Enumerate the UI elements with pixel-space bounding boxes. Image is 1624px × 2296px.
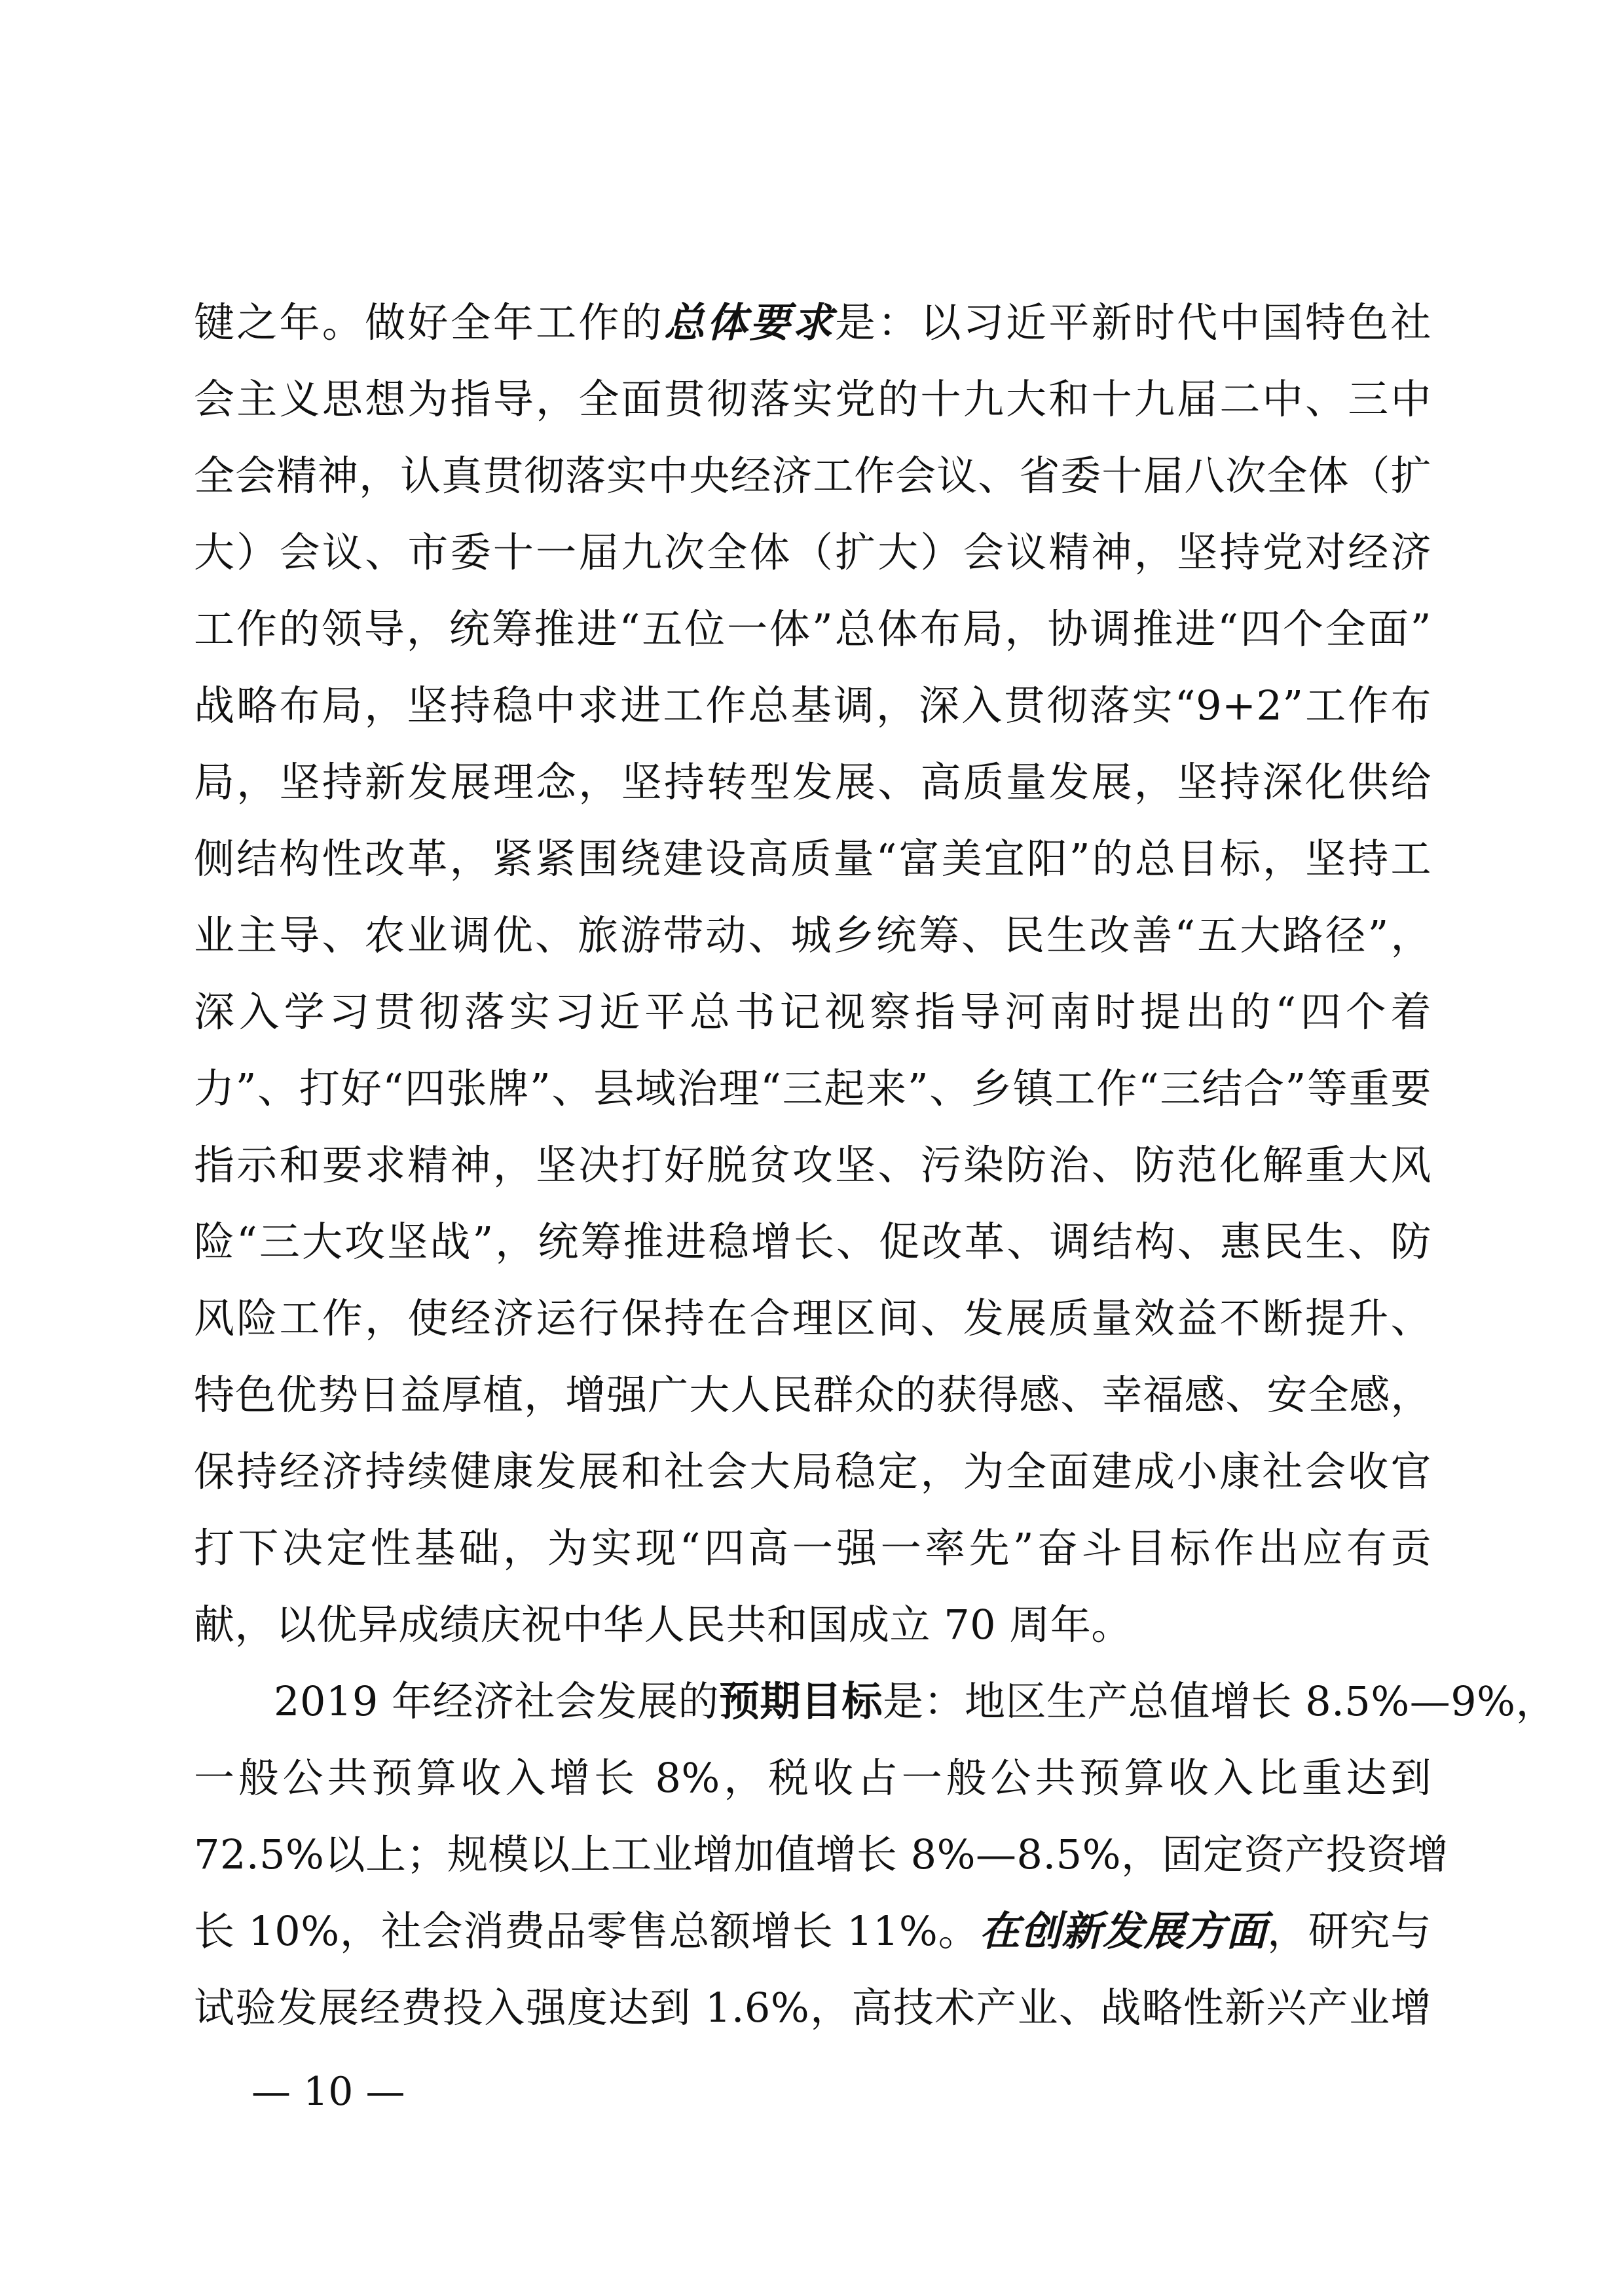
line-text: 指示和要求精神，坚决打好脱贫攻坚、污染防治、防范化解重大风 [194, 1141, 1431, 1189]
line-text: 战略布局，坚持稳中求进工作总基调，深入贯彻落实“9+2”工作布 [194, 682, 1431, 729]
keyword-expected-targets: 预期目标 [719, 1677, 883, 1725]
line-text: 保持经济持续健康发展和社会大局稳定，为全面建成小康社会收官 [194, 1448, 1431, 1495]
paragraph-line [194, 976, 1431, 1048]
line-text: 局，坚持新发展理念，坚持转型发展、高质量发展，坚持深化供给 [194, 758, 1431, 806]
paragraph-line [194, 517, 1431, 589]
line-text: 是：以习近平新时代中国特色社 [835, 299, 1431, 346]
line-text: 力”、打好“四张牌”、县域治理“三起来”、乡镇工作“三结合”等重要 [194, 1065, 1431, 1112]
paragraph-line [194, 1206, 1431, 1278]
line-text: 风险工作，使经济运行保持在合理区间、发展质量效益不断提升、 [194, 1294, 1431, 1342]
paragraph-line [194, 670, 1431, 742]
line-text: 大）会议、市委十一届九次全体（扩大）会议精神，坚持党对经济 [194, 528, 1431, 576]
line-text: 长 10%，社会消费品零售总额增长 11%。 [194, 1907, 980, 1955]
line-text: 侧结构性改革，紧紧围绕建设高质量“富美宜阳”的总目标，坚持工 [194, 835, 1431, 883]
paragraph-line [194, 1819, 1449, 1891]
line-text: 深入学习贯彻落实习近平总书记视察指导河南时提出的“四个着 [194, 988, 1431, 1036]
paragraph-line [194, 1053, 1431, 1125]
paragraph-line [194, 1283, 1431, 1355]
line-text: 打下决定性基础，为实现“四高一强一率先”奋斗目标作出应有贡 [194, 1524, 1431, 1572]
paragraph-line [194, 900, 1431, 972]
line-text: 是：地区生产总值增长 8.5%—9%， [883, 1677, 1557, 1725]
line-text: ，研究与 [1267, 1907, 1431, 1955]
paragraph-line [274, 1666, 1557, 1738]
line-text: 2019 年经济社会发展的 [274, 1677, 719, 1725]
paragraph-line [194, 746, 1431, 818]
paragraph-line [194, 823, 1431, 895]
paragraph-line [194, 1972, 1431, 2044]
line-text: 业主导、农业调优、旅游带动、城乡统筹、民生改善“五大路径”， [194, 911, 1431, 959]
paragraph-line [194, 1589, 1431, 1661]
paragraph-line [194, 1512, 1431, 1584]
page-number: — 10 — [251, 2069, 405, 2115]
paragraph-line [194, 1359, 1431, 1431]
line-text: 72.5%以上；规模以上工业增加值增长 8%—8.5%，固定资产投资增 [194, 1831, 1449, 1878]
paragraph-line [194, 287, 1431, 359]
line-text: 工作的领导，统筹推进“五位一体”总体布局，协调推进“四个全面” [194, 605, 1431, 653]
line-text: 献，以优异成绩庆祝中华人民共和国成立 70 周年。 [194, 1601, 1132, 1649]
line-text: 险“三大攻坚战”，统筹推进稳增长、促改革、调结构、惠民生、防 [194, 1218, 1431, 1266]
paragraph-line [194, 593, 1431, 665]
line-text: 全会精神，认真贯彻落实中央经济工作会议、省委十届八次全体（扩 [194, 452, 1431, 500]
line-text: 会主义思想为指导，全面贯彻落实党的十九大和十九届二中、三中 [194, 375, 1431, 423]
paragraph-line [194, 1895, 1431, 1967]
paragraph-line [194, 1129, 1431, 1201]
paragraph-line [194, 440, 1431, 512]
paragraph-line [194, 1742, 1431, 1814]
paragraph-line [194, 363, 1431, 435]
line-text: 键之年。做好全年工作的 [194, 299, 664, 346]
line-text: 一般公共预算收入增长 8%，税收占一般公共预算收入比重达到 [194, 1754, 1431, 1802]
keyword-overall-requirements: 总体要求 [663, 299, 836, 346]
line-text: 试验发展经费投入强度达到 1.6%，高技术产业、战略性新兴产业增 [194, 1984, 1431, 2032]
paragraph-line [194, 1436, 1431, 1508]
keyword-innovation-development: 在创新发展方面 [979, 1907, 1268, 1955]
line-text: 特色优势日益厚植，增强广大人民群众的获得感、幸福感、安全感， [194, 1371, 1431, 1419]
